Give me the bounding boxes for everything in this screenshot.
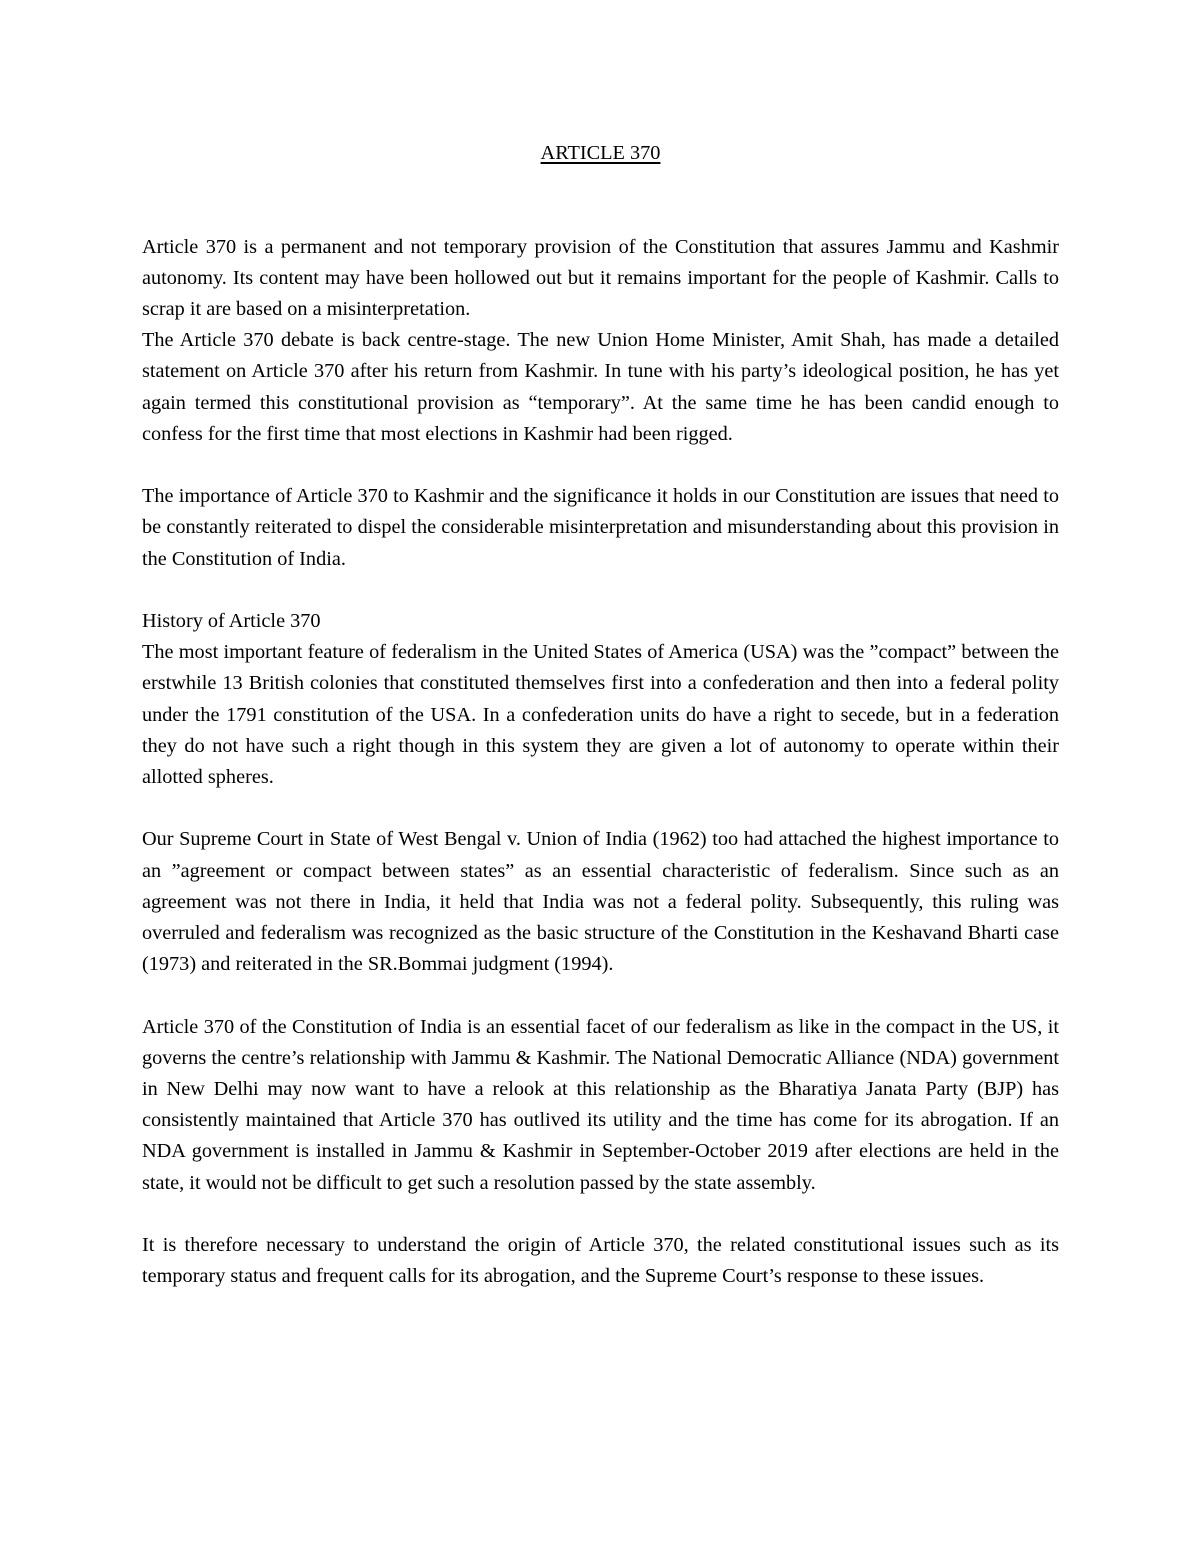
- paragraph-debate: The Article 370 debate is back centre-stage. The new Union Home Minister, Amit Shah, has made a detailed statement on Article 370 after his return from Kashmir. In tune with his party’s ideological position, he has yet again termed this constitutional provision as “temporary”. At the same time he has been candid enough to confess for the first time that most elections in Kashmir had been rigged.: [142, 329, 1059, 445]
- document-title: ARTICLE 370: [540, 142, 661, 164]
- document-body: [142, 138, 1059, 1292]
- paragraph-federalism-usa: The most important feature of federalism in the United States of America (USA) was the ”compact” between the erstwhile 13 British colonies that constituted themselves first into a confederation and then into a federal polity under the 1791 constitution of the USA. In a confederation units do have a right to secede, but in a federation they do not have such a right though in this system they are given a lot of autonomy to operate within their allotted spheres.: [142, 641, 1059, 789]
- paragraph-importance: The importance of Article 370 to Kashmir and the significance it holds in our Constitution are issues that need to be constantly reiterated to dispel the considerable misinterpretation and misunderstanding about this provision in the Constitution of India.: [142, 485, 1059, 570]
- paragraph-intro: Article 370 is a permanent and not temporary provision of the Constitution that assures Jammu and Kashmir autonomy. Its content may have been hollowed out but it remains important for the people of Kashmir. Calls to scrap it are based on a misinterpretation.: [142, 235, 1059, 320]
- section-heading-history: History of Article 370: [142, 610, 321, 632]
- paragraph-supreme-court: Our Supreme Court in State of West Bengal v. Union of India (1962) too had attached the highest importance to an ”agreement or compact between states” as an essential characteristic of federalism. Since such as an agreement was not there in India, it held that India was not a federal polity. Subsequently, this ruling was overruled and federalism was recognized as the basic structure of the Constitution in the Keshavand Bharti case (1973) and reiterated in the SR.Bommai judgment (1994).: [142, 828, 1059, 976]
- paragraph-article-370-federalism: Article 370 of the Constitution of India is an essential facet of our federalism as like in the compact in the US, it governs the centre’s relationship with Jammu & Kashmir. The National Democratic Alliance (NDA) government in New Delhi may now want to have a relook at this relationship as the Bharatiya Janata Party (BJP) has consistently maintained that Article 370 has outlived its utility and the time has come for its abrogation. If an NDA government is installed in Jammu & Kashmir in September-October 2019 after elections are held in the state, it would not be difficult to get such a resolution passed by the state assembly.: [142, 1015, 1059, 1194]
- paragraph-conclusion: It is therefore necessary to understand the origin of Article 370, the related constitutional issues such as its temporary status and frequent calls for its abrogation, and the Supreme Court’s response to these issues.: [142, 1234, 1059, 1288]
